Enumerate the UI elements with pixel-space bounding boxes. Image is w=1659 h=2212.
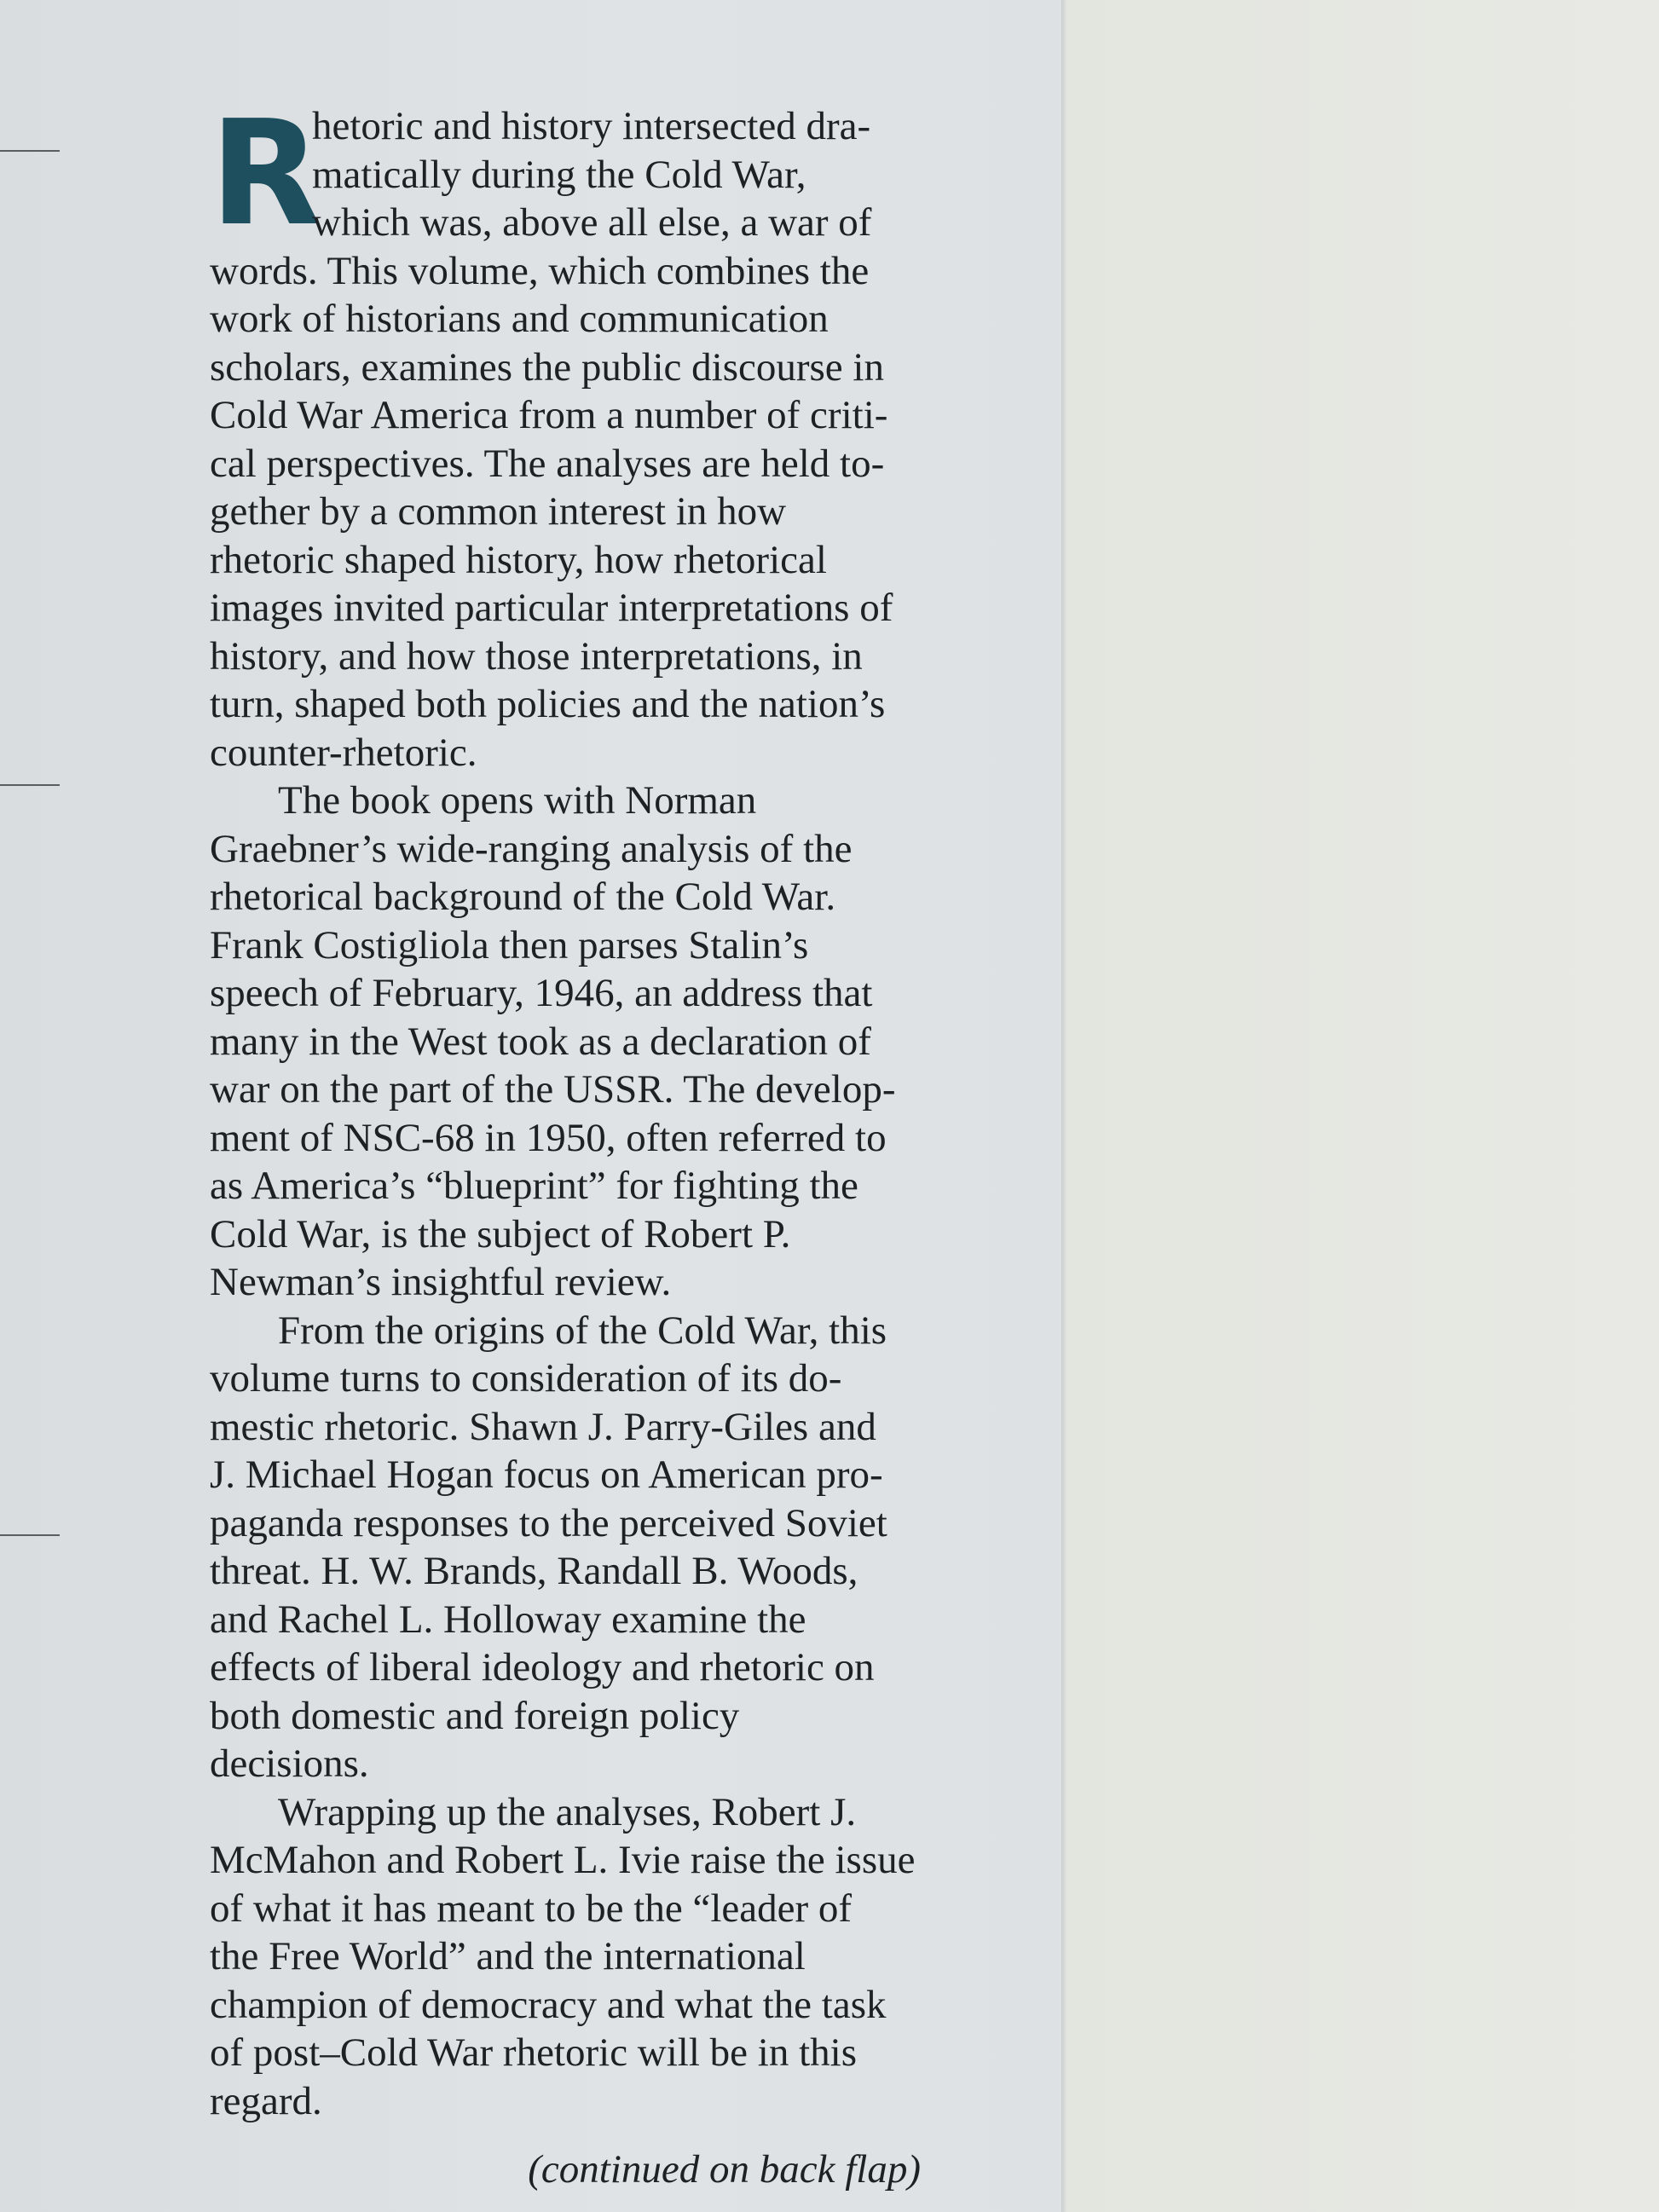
text-line: volume turns to consideration of its do- bbox=[210, 1356, 842, 1401]
paragraph-4 bbox=[210, 1788, 931, 2126]
text-line: gether by a common interest in how bbox=[210, 489, 787, 534]
text-line: From the origins of the Cold War, this bbox=[278, 1308, 887, 1353]
text-line: McMahon and Robert L. Ivie raise the issue bbox=[210, 1838, 916, 1882]
text-line: as America’s “blueprint” for fighting the bbox=[210, 1164, 858, 1208]
text-line: and Rachel L. Holloway examine the bbox=[210, 1597, 806, 1642]
text-line: mestic rhetoric. Shawn J. Parry-Giles and bbox=[210, 1404, 876, 1449]
text-line: paganda responses to the perceived Soviet bbox=[210, 1500, 887, 1545]
text-line: Cold War, is the subject of Robert P. bbox=[210, 1211, 791, 1256]
text-line: rhetoric shaped history, how rhetorical bbox=[210, 537, 827, 582]
text-line: matically during the Cold War, bbox=[312, 152, 806, 197]
text-line: war on the part of the USSR. The develop- bbox=[210, 1067, 896, 1112]
text-line: images invited particular interpretations of bbox=[210, 586, 893, 630]
crease-mark bbox=[0, 1534, 60, 1536]
text-line: hetoric and history intersected dra- bbox=[312, 104, 871, 148]
text-line: effects of liberal ideology and rhetoric on bbox=[210, 1645, 875, 1689]
text-line: threat. H. W. Brands, Randall B. Woods, bbox=[210, 1549, 858, 1593]
flap-copy bbox=[210, 90, 931, 2125]
text-line: cal perspectives. The analyses are held to- bbox=[210, 441, 885, 486]
continued-note: (continued on back flap) bbox=[528, 2147, 921, 2192]
text-line: champion of democracy and what the task bbox=[210, 1982, 887, 2027]
text-line: rhetorical background of the Cold War. bbox=[210, 875, 836, 919]
drop-cap: R bbox=[210, 90, 321, 258]
paragraph-1 bbox=[210, 90, 931, 777]
text-line: Cold War America from a number of criti- bbox=[210, 393, 888, 437]
text-line: words. This volume, which combines the bbox=[210, 248, 870, 293]
text-line: which was, above all else, a war of bbox=[312, 200, 872, 245]
paragraph-2 bbox=[210, 777, 931, 1307]
text-line: regard. bbox=[210, 2078, 322, 2123]
text-line: work of historians and communication bbox=[210, 297, 829, 341]
text-line: Frank Costigliola then parses Stalin’s bbox=[210, 922, 809, 967]
text-line: history, and how those interpretations, in bbox=[210, 633, 863, 679]
text-line: J. Michael Hogan focus on American pro- bbox=[210, 1453, 883, 1497]
text-line: scholars, examines the public discourse in bbox=[210, 344, 884, 390]
text-line: Newman’s insightful review. bbox=[210, 1260, 672, 1304]
crease-mark bbox=[0, 150, 60, 152]
paragraph-3 bbox=[210, 1307, 931, 1788]
text-line: The book opens with Norman bbox=[278, 778, 757, 823]
right-page bbox=[1066, 0, 1659, 2212]
crease-mark bbox=[0, 784, 60, 786]
text-line: ment of NSC-68 in 1950, often referred to bbox=[210, 1115, 887, 1160]
text-line: turn, shaped both policies and the nation’s bbox=[210, 682, 886, 726]
text-line: many in the West took as a declaration of bbox=[210, 1019, 871, 1064]
text-line: the Free World” and the international bbox=[210, 1934, 806, 1978]
text-line: Wrapping up the analyses, Robert J. bbox=[278, 1789, 857, 1834]
text-line: decisions. bbox=[210, 1741, 369, 1786]
text-line: Graebner’s wide-ranging analysis of the bbox=[210, 826, 853, 871]
text-line: of post–Cold War rhetoric will be in this bbox=[210, 2030, 857, 2075]
text-line: both domestic and foreign policy bbox=[210, 1693, 740, 1738]
text-line: of what it has meant to be the “leader of bbox=[210, 1886, 853, 1931]
text-line: counter-rhetoric. bbox=[210, 730, 477, 775]
text-line: speech of February, 1946, an address that bbox=[210, 971, 873, 1015]
